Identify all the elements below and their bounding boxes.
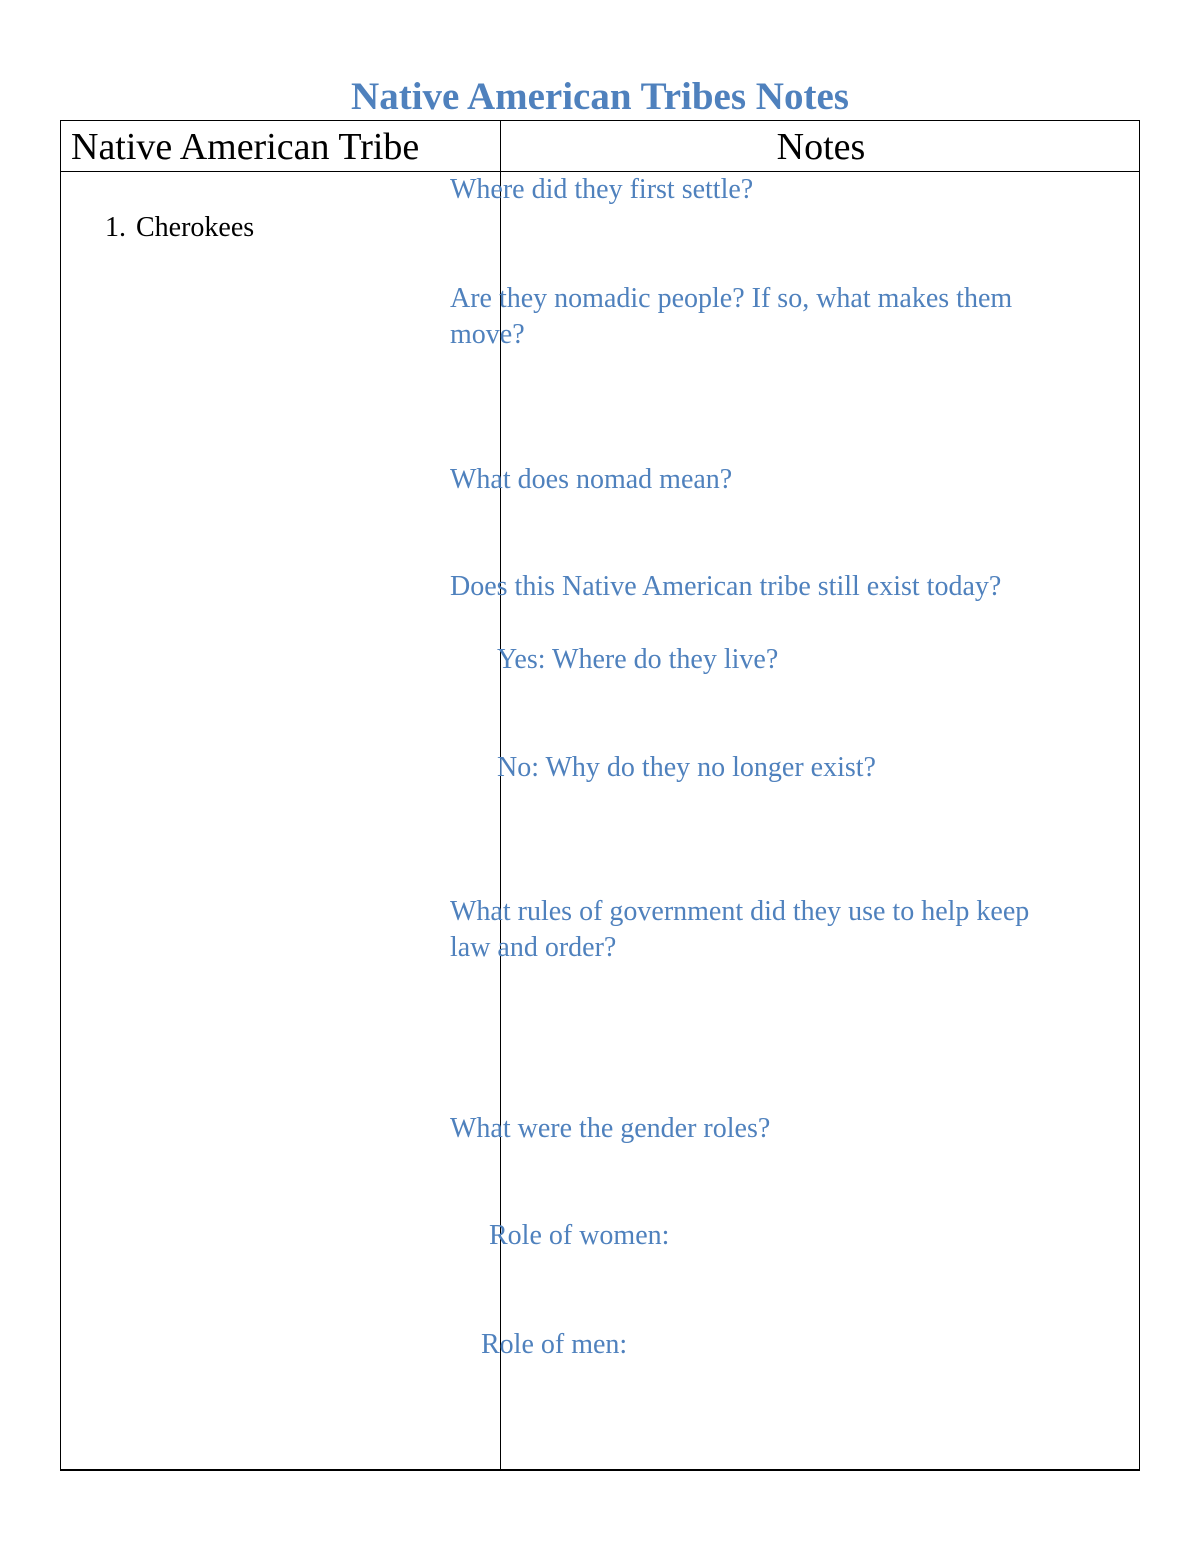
question-role-men: Role of men:	[481, 1329, 628, 1360]
question-role-women: Role of women:	[489, 1220, 670, 1251]
table-bottom-border	[60, 1469, 1140, 1471]
question-government-rules: What rules of government did they use to help keep law and order?	[450, 896, 1030, 963]
question-still-exist: Does this Native American tribe still exist today?	[450, 571, 1002, 602]
tribe-name: Cherokees	[136, 212, 255, 243]
question-nomadic: Are they nomadic people? If so, what makes them move?	[450, 283, 1013, 350]
header-tribe: Native American Tribe	[71, 126, 420, 168]
question-first-settle: Where did they first settle?	[450, 174, 754, 205]
question-exist-no: No: Why do they no longer exist?	[497, 752, 876, 783]
question-nomad-meaning: What does nomad mean?	[450, 464, 733, 495]
header-notes: Notes	[776, 126, 866, 168]
question-exist-yes: Yes: Where do they live?	[497, 644, 779, 675]
tribe-list-item	[105, 211, 254, 245]
tribe-number: 1.	[105, 212, 126, 243]
question-gender-roles: What were the gender roles?	[450, 1113, 771, 1144]
page-title: Native American Tribes Notes	[351, 75, 849, 118]
